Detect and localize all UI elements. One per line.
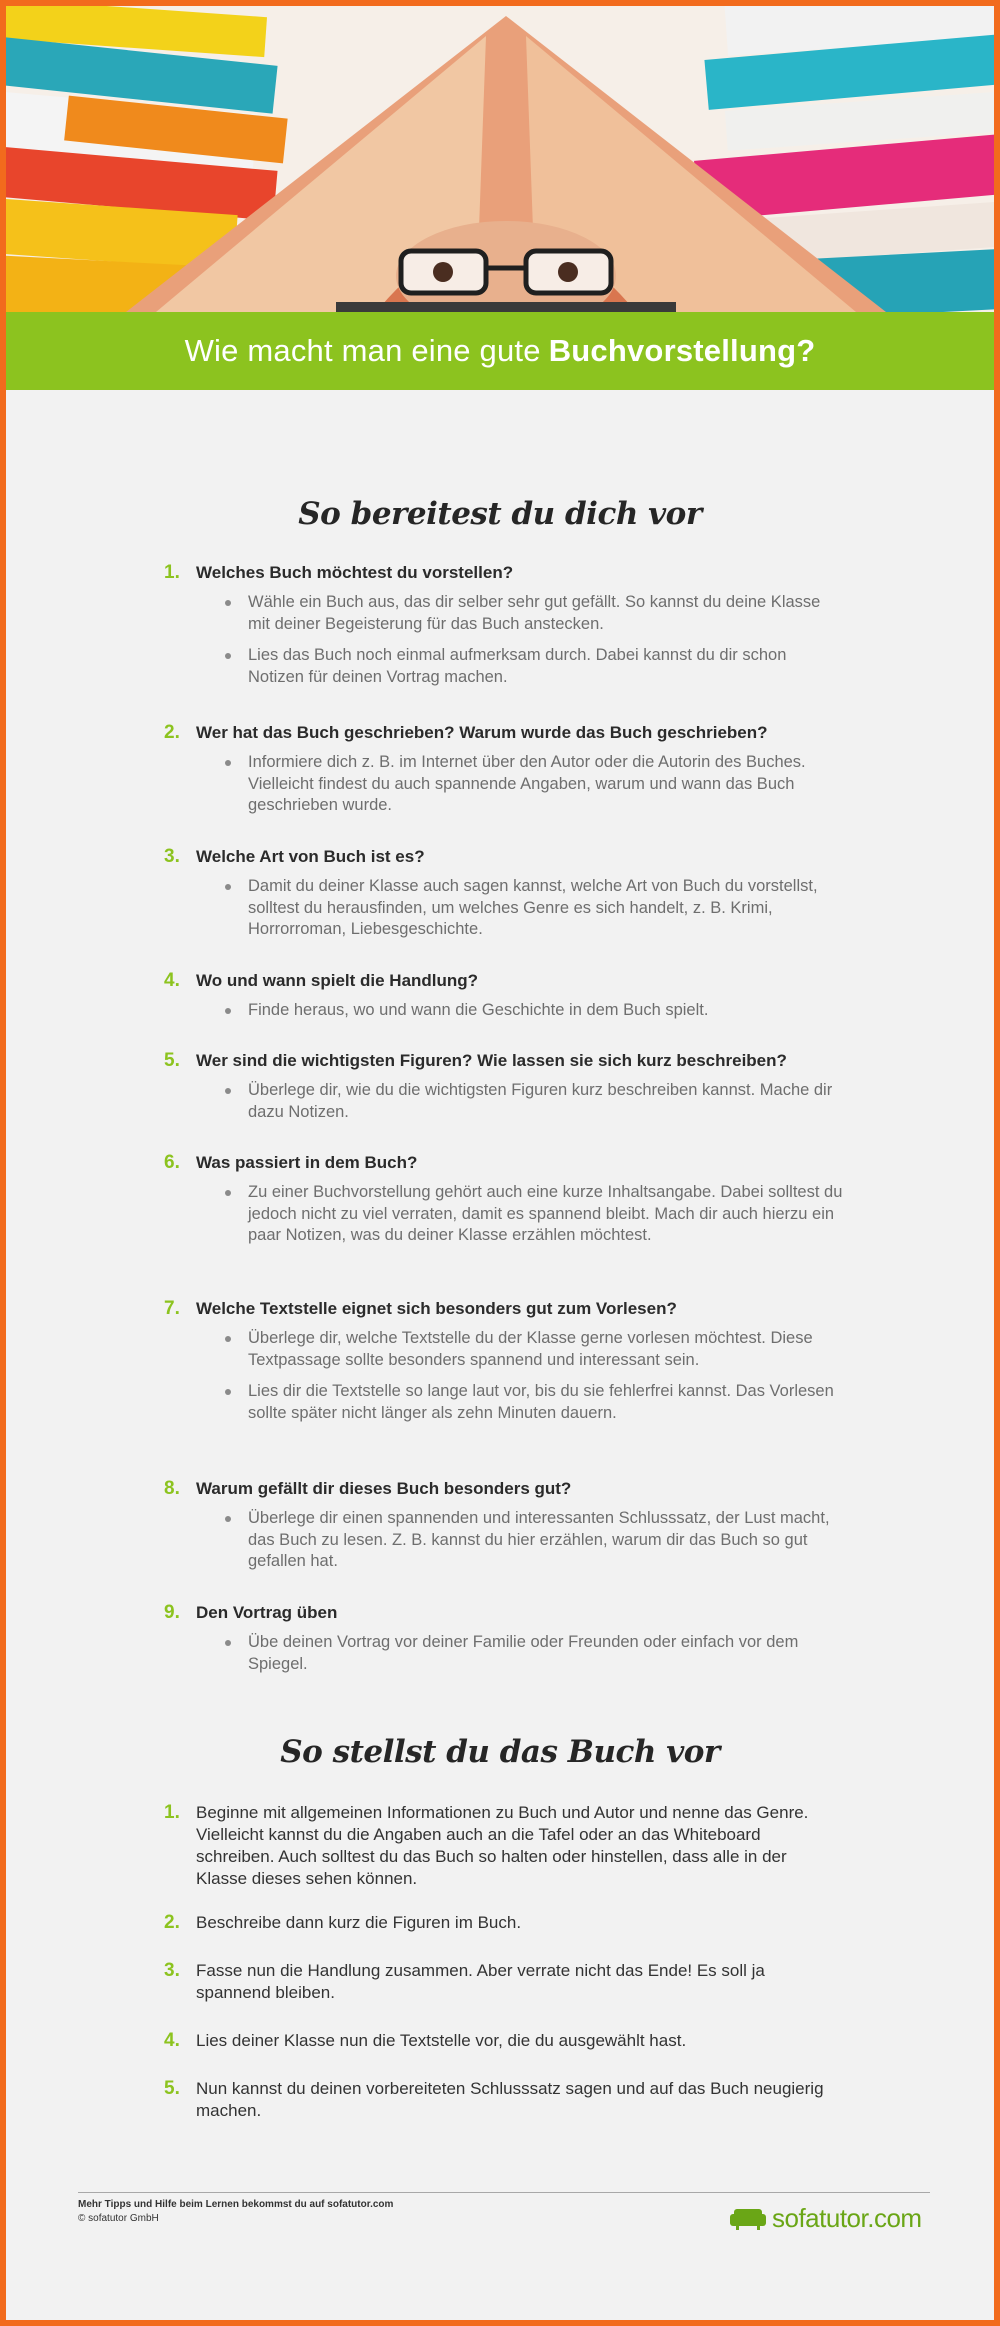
section-title-preparation: So bereitest du dich vor (298, 496, 702, 532)
bullet-text: Damit du deiner Klasse auch sagen kannst, welche Art von Buch du vorstellst, solltest du herausfinden, um welches Genre es sich handelt, z. B. Krimi, Horrorroman, Liebesgeschichte. (248, 877, 818, 938)
item-question: Wer hat das Buch geschrieben? Warum wurde das Buch geschrieben? (196, 723, 768, 742)
bullet-dot-icon (225, 1389, 231, 1395)
bullet (196, 1182, 846, 1247)
footer-divider (78, 2192, 930, 2193)
hero-illustration (6, 6, 994, 312)
banner-title-bold: Buchvorstellung? (548, 333, 816, 368)
step-number: 1. (164, 1802, 180, 1823)
footer-text (78, 2198, 393, 2226)
bullet-dot-icon (225, 1088, 231, 1094)
bullet-text: Zu einer Buchvorstellung gehört auch eine kurze Inhaltsangabe. Dabei solltest du jedoch nicht zu viel verraten, damit es spannend bleibt. Mach dir auch hierzu ein paar Notizen, was du deiner Klasse erzählen möchtest. (248, 1183, 843, 1244)
bullet-dot-icon (225, 1190, 231, 1196)
item-number: 7. (164, 1298, 180, 1319)
step-text: Lies deiner Klasse nun die Textstelle vor, die du ausgewählt hast. (196, 2031, 687, 2050)
footer-copyright: © sofatutor GmbH (78, 2213, 159, 2224)
list-item (164, 846, 846, 951)
list-item (164, 970, 846, 1032)
bullet (196, 1632, 846, 1675)
bullet-dot-icon (225, 600, 231, 606)
item-number: 2. (164, 722, 180, 743)
bullet-dot-icon (225, 653, 231, 659)
step-item (164, 2078, 836, 2122)
step-text: Beginne mit allgemeinen Informationen zu Buch und Autor und nenne das Genre. Vielleicht kannst du die Angaben auch an die Tafel oder an das Whiteboard schreiben. Auch solltest du das Buch so halten oder hinstellen, dass alle in der Klasse dieses sehen können. (196, 1803, 809, 1888)
item-question: Welche Textstelle eignet sich besonders gut zum Vorlesen? (196, 1299, 677, 1318)
step-text: Nun kannst du deinen vorbereiteten Schlusssatz sagen und auf das Buch neugierig machen. (196, 2079, 824, 2120)
item-question: Welche Art von Buch ist es? (196, 847, 425, 866)
step-number: 4. (164, 2030, 180, 2051)
item-number: 3. (164, 846, 180, 867)
list-item (164, 1152, 846, 1257)
step-text: Beschreibe dann kurz die Figuren im Buch. (196, 1913, 522, 1932)
bullet (196, 1080, 846, 1123)
bullet (196, 1000, 846, 1022)
bullet-dot-icon (225, 760, 231, 766)
list-item (164, 1478, 846, 1583)
item-question: Warum gefällt dir dieses Buch besonders gut? (196, 1479, 572, 1498)
bullet (196, 592, 846, 635)
bullet-text: Informiere dich z. B. im Internet über den Autor oder die Autorin des Buches. Vielleicht findest du auch spannende Angaben, warum und wann das Buch geschrieben wurde. (248, 753, 806, 814)
step-number: 3. (164, 1960, 180, 1981)
step-text: Fasse nun die Handlung zusammen. Aber verrate nicht das Ende! Es soll ja spannend bleiben. (196, 1961, 765, 2002)
bullet-text: Überlege dir, wie du die wichtigsten Figuren kurz beschreiben kannst. Mache dir dazu Notizen. (248, 1081, 833, 1121)
bullet (196, 1328, 846, 1371)
bullet-text: Überlege dir, welche Textstelle du der Klasse gerne vorlesen möchtest. Diese Textpassage sollte besonders spannend und interessant sein. (248, 1329, 813, 1369)
item-question: Wo und wann spielt die Handlung? (196, 971, 479, 990)
bullet (196, 876, 846, 941)
list-item (164, 1298, 846, 1434)
sofatutor-logo[interactable] (730, 2198, 922, 2238)
list-item (164, 1050, 846, 1133)
list-item (164, 562, 846, 698)
step-item (164, 1960, 836, 2004)
section-title-presentation: So stellst du das Buch vor (280, 1734, 720, 1770)
bullet-text: Überlege dir einen spannenden und interessanten Schlusssatz, der Lust macht, das Buch zu lesen. Z. B. kannst du hier erzählen, warum dir das Buch so gut gefallen hat. (248, 1509, 830, 1570)
item-number: 4. (164, 970, 180, 991)
list-item (164, 1602, 846, 1685)
item-question: Welches Buch möchtest du vorstellen? (196, 563, 514, 582)
logo-text: sofatutor.com (772, 2202, 922, 2233)
bullet-text: Finde heraus, wo und wann die Geschichte in dem Buch spielt. (248, 1001, 709, 1019)
item-question: Den Vortrag üben (196, 1603, 338, 1622)
sofa-icon (730, 2205, 766, 2231)
bullet (196, 645, 846, 688)
step-number: 5. (164, 2078, 180, 2099)
bullet-text: Lies das Buch noch einmal aufmerksam durch. Dabei kannst du dir schon Notizen für deinen Vortrag machen. (248, 646, 787, 686)
bullet (196, 1381, 846, 1424)
bullet-text: Wähle ein Buch aus, das dir selber sehr gut gefällt. So kannst du deine Klasse mit deiner Begeisterung für das Buch anstecken. (248, 593, 821, 633)
bullet-dot-icon (225, 884, 231, 890)
item-number: 9. (164, 1602, 180, 1623)
list-item (164, 722, 846, 827)
step-item (164, 1802, 836, 1890)
bullet (196, 1508, 846, 1573)
bullet-dot-icon (225, 1336, 231, 1342)
banner-title-prefix: Wie macht man eine gute (184, 333, 541, 368)
footer-line1: Mehr Tipps und Hilfe beim Lernen bekommst du auf sofatutor.com (78, 2199, 394, 2210)
bullet-text: Übe deinen Vortrag vor deiner Familie oder Freunden oder einfach vor dem Spiegel. (248, 1633, 799, 1673)
item-number: 6. (164, 1152, 180, 1173)
item-question: Was passiert in dem Buch? (196, 1153, 418, 1172)
bullet-text: Lies dir die Textstelle so lange laut vor, bis du sie fehlerfrei kannst. Das Vorlesen sollte später nicht länger als zehn Minuten dauern. (248, 1382, 834, 1422)
item-number: 5. (164, 1050, 180, 1071)
item-number: 8. (164, 1478, 180, 1499)
step-item (164, 2030, 836, 2052)
item-question: Wer sind die wichtigsten Figuren? Wie lassen sie sich kurz beschreiben? (196, 1051, 787, 1070)
item-number: 1. (164, 562, 180, 583)
bullet-dot-icon (225, 1640, 231, 1646)
step-item (164, 1912, 836, 1934)
step-number: 2. (164, 1912, 180, 1933)
bullet (196, 752, 846, 817)
title-banner (6, 312, 994, 390)
bullet-dot-icon (225, 1516, 231, 1522)
hero-image (6, 6, 994, 312)
bullet-dot-icon (225, 1008, 231, 1014)
